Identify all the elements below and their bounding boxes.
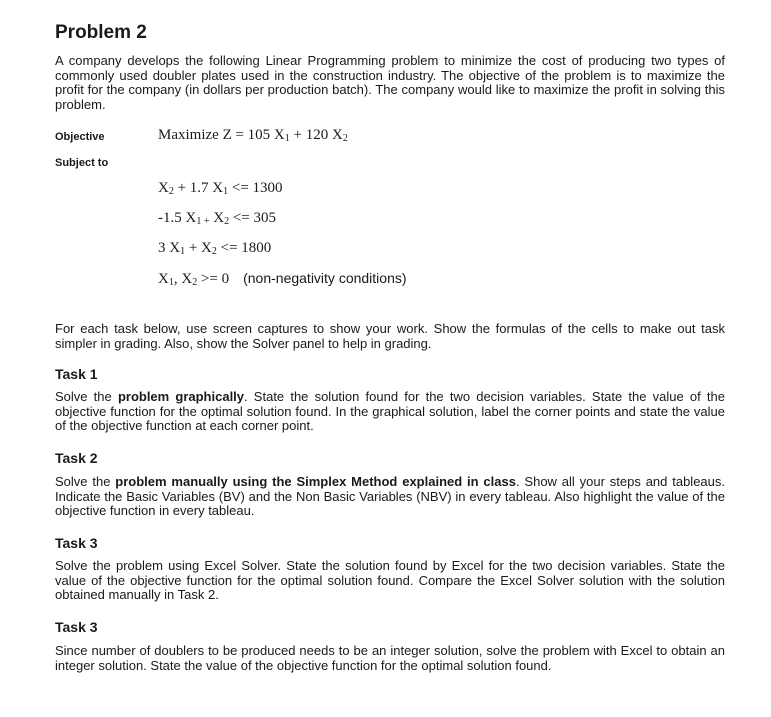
task-4-heading: Task 3 xyxy=(55,619,98,635)
objective-function: Maximize Z = 105 $X_1 + 120$ $X_2$ xyxy=(158,127,348,144)
instructions-paragraph: For each task below, use screen captures to show your work. Show the formulas of the cells to make out task simpler in grading. Also, show the Solver panel to help in grading. xyxy=(55,321,725,351)
constraint-3: 3 $X_1 + X_2 <= 1800$ xyxy=(158,240,272,257)
task-4-text: Since number of doublers to be produced needs to be an integer solution, solve the problem with Excel to obtain an integer solution. State the value of the objective function for the optimal solution found. xyxy=(55,643,725,673)
non-negativity-note: (non-negativity conditions) xyxy=(243,270,407,286)
objective-label: Objective xyxy=(55,131,105,143)
task-2-text: Solve the problem manually using the Simplex Method explained in class. Show all your steps and tableaus. Indicate the Basic Variables (BV) and the Non Basic Variables (NBV) in every tableau. Also highlight the value of the objective function in every tableau. xyxy=(55,474,725,518)
constraint-2: -1.5 $X_{1 +}$ $X_2 <= 305$ xyxy=(158,210,276,227)
task-1-text: Solve the problem graphically. State the solution found for the two decision variables. State the value of the objective function for the optimal solution found. In the graphical solution, label the corner points and state the value of the objective function at each corner point. xyxy=(55,389,725,433)
subject-to-label: Subject to xyxy=(55,157,109,169)
task-3-text: Solve the problem using Excel Solver. State the solution found by Excel for the two decision variables. State the value of the objective function for the optimal solution found. Compare the Excel Solver solution with the solution obtained manually in Task 2. xyxy=(55,558,725,602)
task-3-heading: Task 3 xyxy=(55,535,98,551)
constraint-1: $X_2 + 1.7$ $X_1 <= 1300$ xyxy=(158,180,283,197)
constraint-non-negativity: $X_1$, $X_2 >= 0$ (non-negativity conditions) xyxy=(158,270,407,288)
task-1-heading: Task 1 xyxy=(55,366,98,382)
problem-intro: A company develops the following Linear Programming problem to minimize the cost of producing two types of commonly used doubler plates used in the construction industry. The objective of the problem is to maximize the profit for the company (in dollars per production batch). The company would like to maximize the profit in solving this problem. xyxy=(55,53,725,112)
problem-title: Problem 2 xyxy=(55,22,147,43)
task-2-heading: Task 2 xyxy=(55,450,98,466)
